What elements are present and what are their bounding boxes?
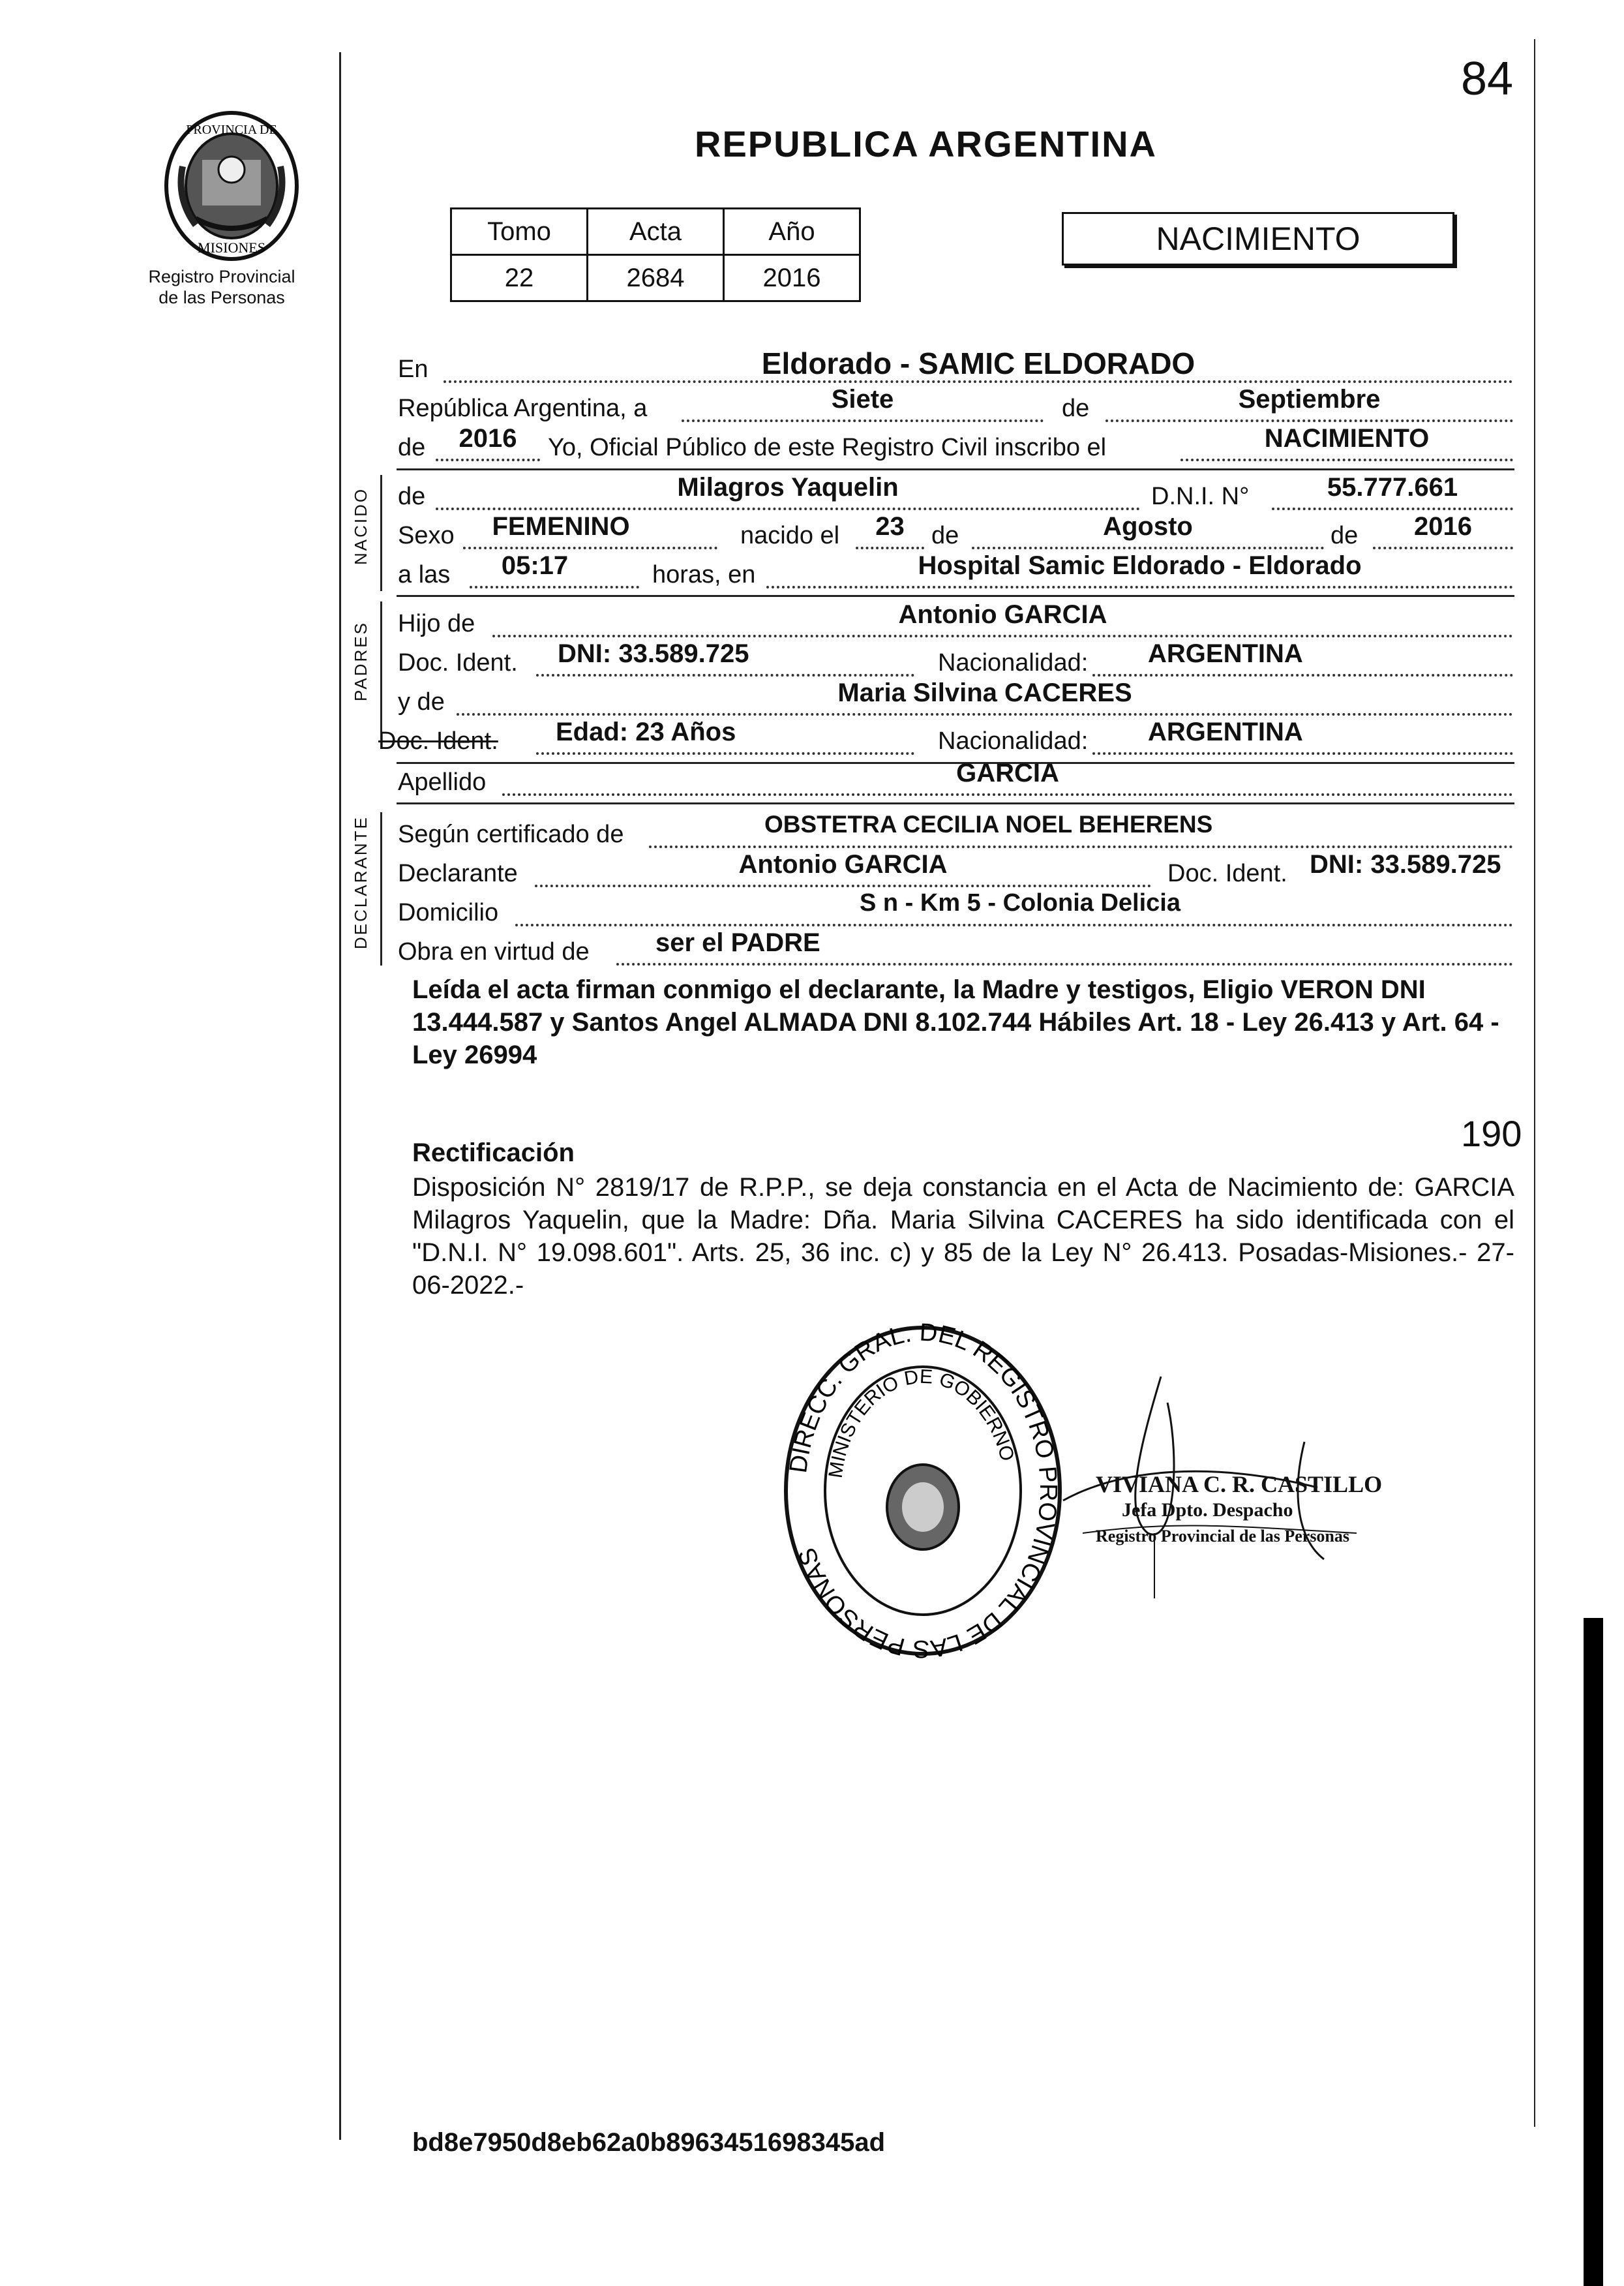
mother-doc-dots <box>536 752 914 755</box>
month-value: Septiembre <box>1238 385 1381 414</box>
birth-year-dots <box>1373 547 1513 549</box>
horas-label: horas, en <box>652 561 756 588</box>
nacido-el-label: nacido el <box>740 522 840 549</box>
act-kind-value: NACIMIENTO <box>1264 424 1430 453</box>
section-divider-1 <box>397 468 1514 470</box>
apellido-label: Apellido <box>398 769 487 796</box>
apellido-dots <box>502 793 1513 796</box>
year-value: 2016 <box>459 424 517 453</box>
document-hash: bd8e7950d8eb62a0b8963451698345ad <box>412 2128 885 2157</box>
declarante-label: Declarante <box>398 860 518 887</box>
padres-bracket <box>380 602 382 732</box>
right-border-line <box>1534 39 1535 2127</box>
obra-value: ser el PADRE <box>655 928 820 957</box>
registry-caption-line1: Registro Provincial <box>148 267 295 286</box>
nacido-de-label: de <box>398 483 426 510</box>
birth-day-dots <box>856 547 924 549</box>
closing-note: Leída el acta firman conmigo el declarante, la Madre y testigos, Eligio VERON DNI 13.444.587 y Santos Angel ALMADA DNI 8.102.744 Hábiles Art. 18 - Ley 26.413 y Art. 64 - Ley 26994 <box>412 975 1499 1069</box>
father-doc-dots <box>536 674 914 677</box>
certificado-value: OBSTETRA CECILIA NOEL BEHERENS <box>764 811 1213 838</box>
child-name-value: Milagros Yaquelin <box>677 473 899 502</box>
domicilio-value: S n - Km 5 - Colonia Delicia <box>860 889 1180 917</box>
signature-line2: Jefa Dpto. Despacho <box>1122 1499 1293 1521</box>
time-dots <box>470 586 639 588</box>
declarante-doc-label: Doc. Ident. <box>1167 860 1287 887</box>
act-kind-dots <box>1180 459 1513 461</box>
registry-seal-logo <box>157 108 307 264</box>
registry-caption-line2: de las Personas <box>158 288 285 307</box>
mother-nationality-dots <box>1092 752 1513 755</box>
father-nationality-dots <box>1092 674 1513 677</box>
ref-header-acta: Acta <box>588 209 724 255</box>
domicilio-label: Domicilio <box>398 899 499 926</box>
seal-text-bottom: MISIONES <box>198 239 265 256</box>
nacido-section-label: NACIDO <box>351 487 370 565</box>
mother-name-value: Maria Silvina CACERES <box>837 678 1132 707</box>
birth-de-label: de <box>931 522 959 549</box>
reference-table <box>450 207 861 302</box>
act-type-box: NACIMIENTO <box>1062 212 1454 266</box>
ref-header-tomo: Tomo <box>451 209 588 255</box>
de2-label: de <box>398 434 426 461</box>
stamp-outer-text: DIRECC. GRAL. DEL REGISTRO PROVINCIAL DE LAS PERSONAS <box>785 1321 1062 1660</box>
declarante-value: Antonio GARCIA <box>738 850 948 879</box>
place-value: Eldorado - SAMIC ELDORADO <box>761 346 1195 380</box>
country-title: REPUBLICA ARGENTINA <box>695 123 1157 164</box>
declarante-section-label: DECLARANTE <box>351 815 370 949</box>
rectification-number: 190 <box>1461 1113 1522 1154</box>
padres-section-label: PADRES <box>351 621 370 701</box>
obra-label: Obra en virtud de <box>398 938 590 966</box>
en-label: En <box>398 356 429 383</box>
certificado-dots <box>649 846 1513 848</box>
time-value: 05:17 <box>501 551 569 580</box>
father-doc-value: DNI: 33.589.725 <box>558 639 749 668</box>
page-number: 84 <box>1461 53 1514 105</box>
margin-line <box>339 52 341 2140</box>
a-las-label: a las <box>398 561 451 588</box>
birth-place-dots <box>766 586 1513 588</box>
child-dni-value: 55.777.661 <box>1327 473 1458 502</box>
rectification-body: Disposición N° 2819/17 de R.P.P., se deja constancia en el Acta de Nacimiento de: GARCIA Milagros Yaquelin, que la Madre: Dña. Maria Silvina CACERES ha sido identificada con el "D.N.I. N° 19.098.601". Arts. 25, 36 inc. c) y 85 de la Ley N° 26.413. Posadas-Misiones.- 27-06-2022.- <box>412 1173 1514 1300</box>
mother-nationality-label: Nacionalidad: <box>938 727 1089 755</box>
dni-label: D.N.I. N° <box>1151 483 1250 510</box>
section-divider-4 <box>397 802 1514 804</box>
birth-day-value: 23 <box>875 512 905 541</box>
official-stamp <box>779 1321 1066 1660</box>
stamp-inner-text: MINISTERIO DE GOBIERNO <box>824 1365 1018 1480</box>
mother-doc-value: Edad: 23 Años <box>556 718 736 746</box>
obra-dots <box>616 963 1513 966</box>
sexo-value: FEMENINO <box>492 512 630 541</box>
signature-block <box>1096 1471 1382 1549</box>
signature-line1: VIVIANA C. R. CASTILLO <box>1096 1471 1383 1497</box>
birth-month-dots <box>972 547 1324 549</box>
mother-nationality-value: ARGENTINA <box>1148 718 1303 746</box>
mother-dots <box>457 713 1513 716</box>
year-dots <box>436 459 540 461</box>
ref-value-ano: 2016 <box>724 255 860 301</box>
month-dots <box>1105 419 1513 422</box>
father-doc-label: Doc. Ident. <box>398 649 518 677</box>
domicilio-dots <box>515 924 1513 926</box>
father-name-value: Antonio GARCIA <box>898 600 1107 629</box>
ref-value-tomo: 22 <box>451 255 588 301</box>
father-dots <box>492 635 1513 637</box>
birth-place-value: Hospital Samic Eldorado - Eldorado <box>918 551 1362 580</box>
declarante-dots <box>535 885 1151 887</box>
mother-doc-label-struck: Doc. Ident. <box>378 727 498 755</box>
rectification-title: Rectificación <box>412 1138 575 1167</box>
hijo-de-label: Hijo de <box>398 610 475 637</box>
name-dots <box>436 508 1140 510</box>
apellido-value: GARCIA <box>956 759 1059 787</box>
sexo-dots <box>463 547 717 549</box>
declarante-bracket <box>380 812 382 966</box>
father-nationality-value: ARGENTINA <box>1148 639 1303 668</box>
ref-header-ano: Año <box>724 209 860 255</box>
birth-month-value: Agosto <box>1103 512 1193 541</box>
republic-label: República Argentina, a <box>398 395 648 422</box>
registry-caption <box>121 266 323 308</box>
section-divider-2 <box>397 595 1514 597</box>
birth-year-value: 2016 <box>1414 512 1472 541</box>
certificado-label: Según certificado de <box>398 821 624 848</box>
declarante-doc-value: DNI: 33.589.725 <box>1310 850 1501 879</box>
signature-line3: Registro Provincial de las Personas <box>1096 1527 1350 1546</box>
ref-value-acta: 2684 <box>588 255 724 301</box>
dni-dots <box>1272 508 1513 510</box>
y-de-label: y de <box>398 688 445 716</box>
right-edge-bar <box>1584 1618 1603 2286</box>
birth-de2-label: de <box>1331 522 1359 549</box>
de-label: de <box>1062 395 1090 422</box>
day-value: Siete <box>831 385 894 414</box>
officer-text: Yo, Oficial Público de este Registro Civil inscribo el <box>548 434 1107 461</box>
sexo-label: Sexo <box>398 522 455 549</box>
day-dots <box>682 419 1044 422</box>
father-nationality-label: Nacionalidad: <box>938 649 1089 677</box>
nacido-bracket <box>380 475 382 591</box>
seal-text-top: PROVINCIA DE <box>186 123 277 137</box>
